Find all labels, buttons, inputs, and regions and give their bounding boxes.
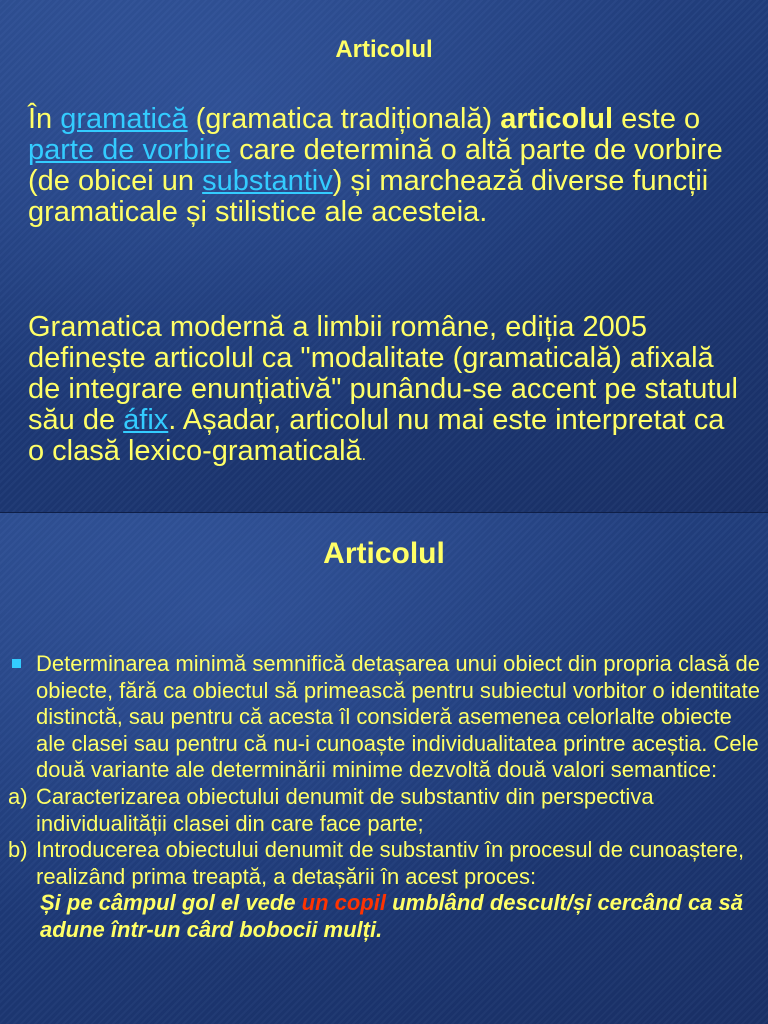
link-gramatica[interactable]: gramatică	[60, 103, 188, 135]
highlight-text: un copil	[301, 890, 386, 916]
text-span: Și pe câmpul gol el vede	[40, 890, 302, 916]
link-afix[interactable]: áfix	[123, 404, 169, 436]
bullet-text: Determinarea minimă semnifică detașarea unui obiect din propria clasă de obiecte, fără ca obiectul să primească pentru subiectul vorbitor o identitate distinctă, sau pentru că acesta îl consideră asemenea celorlalte obiecte ale clasei sau pentru că nu-i cunoaște individualitatea printre aceștia. Cele două variante ale determinării minime dezvoltă două valori semantice:	[36, 651, 760, 783]
link-substantiv[interactable]: substantiv	[202, 165, 333, 197]
slide-title: Articolul	[335, 36, 433, 63]
text-span: umblând descult/și cercând ca să adune într-un cârd bobocii mulți.	[40, 890, 743, 942]
text-span: este o	[613, 103, 701, 135]
link-parte-de-vorbire[interactable]: parte de vorbire	[28, 134, 232, 166]
text-span: În	[28, 103, 61, 135]
item-marker: b)	[8, 837, 28, 863]
list-item-b	[8, 837, 760, 890]
text-span: care determină o altă parte de vorbire (de obicei un	[28, 134, 723, 197]
list-item-a	[8, 784, 760, 837]
item-marker: a)	[8, 783, 28, 809]
content-list	[8, 651, 760, 944]
text-span: .	[361, 447, 367, 464]
item-text: Caracterizarea obiectului denumit de substantiv din perspectiva individualității clasei din care face parte;	[36, 783, 654, 836]
text-span: . Așadar, articolul nu mai este interpretat ca o clasă lexico-gramaticală	[28, 404, 725, 467]
text-span: Gramatica modernă a limbii române, ediția 2005 definește articolul ca "modalitate (gramaticală) afixală de integrare enunțiativă" punându-se accent pe statutul său de	[28, 311, 739, 436]
term-articolul: articolul	[500, 103, 614, 135]
slide-title: Articolul	[323, 537, 445, 570]
bullet-item	[8, 651, 760, 784]
item-text: Introducerea obiectului denumit de substantiv în procesul de cunoaștere, realizând prima treaptă, a detașării în acest proces:	[36, 837, 745, 889]
modern-grammar-paragraph	[28, 312, 748, 471]
example-quote	[8, 890, 760, 943]
square-bullet-icon	[12, 659, 21, 668]
definition-paragraph	[28, 104, 748, 228]
text-span: (gramatica tradițională)	[187, 103, 501, 135]
slide-2	[0, 512, 768, 1024]
text-span: ) și marchează diverse funcții gramaticale și stilistice ale acesteia.	[28, 165, 709, 228]
